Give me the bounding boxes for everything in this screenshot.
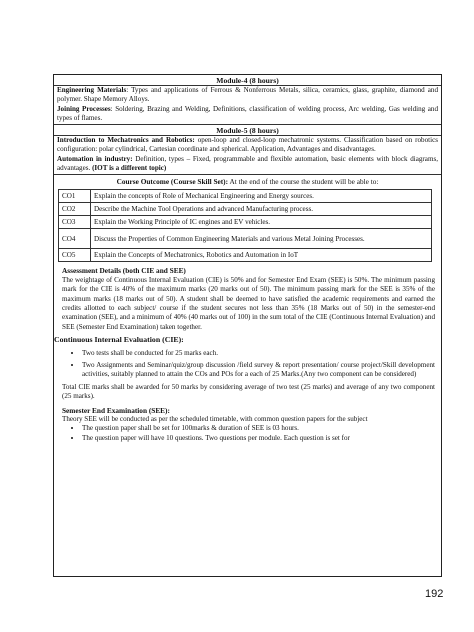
co-code: CO3	[59, 216, 91, 229]
module4-heading: Module-4 (8 hours)	[54, 75, 441, 86]
co-code: CO2	[59, 203, 91, 216]
page-number: 192	[425, 588, 444, 600]
co-text: Explain the Concepts of Mechatronics, Robotics and Automation in IoT	[91, 249, 432, 262]
co-text: Explain the concepts of Role of Mechanical Engineering and Energy sources.	[91, 190, 432, 203]
table-row	[59, 203, 432, 216]
cie-list	[62, 349, 435, 380]
assessment-paragraph: The weightage of Continuous Internal Evaluation (CIE) is 50% and for Semester End Exam (SEE) is 50%. The minimum passing mark for the CIE is 40% of the maximum marks (20 marks out of 50). The minimum passing mark for the SEE is 35% of the maximum marks (18 marks out of 50). A student shall be deemed to have satisfied the academic requirements and earned the credits allotted to each subject/ course if the student secures not less than 35% (18 Marks out of 50) in the semester-end examination (SEE), and a minimum of 40% (40 marks out of 100) in the sum total of the CIE (Continuous Internal Evaluation) and SEE (Semester End Examination) taken together.	[62, 275, 435, 331]
co-text: Explain the Working Principle of IC engines and EV vehicles.	[91, 216, 432, 229]
automation-label: Automation in industry:	[57, 154, 133, 163]
course-outcome-heading-rest: At the end of the course the student will be able to:	[228, 177, 379, 187]
co-code: CO5	[59, 249, 91, 262]
joining-text: : Soldering, Brazing and Welding, Definitions, classification of welding process, Arc welding, Gas welding and types of flames.	[57, 104, 438, 122]
course-outcome-heading	[54, 175, 441, 189]
see-list	[62, 424, 435, 443]
joining-label: Joining Processes	[57, 104, 111, 113]
co-text: Discuss the Properties of Common Engineering Materials and various Metal Joining Processes.	[91, 229, 432, 249]
list-item: • Two tests shall be conducted for 25 marks each.	[82, 349, 435, 358]
table-row	[59, 190, 432, 203]
cie-title: Continuous Internal Evaluation (CIE):	[54, 335, 184, 345]
automation-text: Definition, types – Fixed, programmable and flexible automation, basic elements with block diagrams, advantages.	[57, 154, 438, 173]
co-code: CO4	[59, 229, 91, 249]
co-text: Describe the Machine Tool Operations and advanced Manufacturing process.	[91, 203, 432, 216]
module5-heading: Module-5 (8 hours)	[54, 125, 441, 136]
module5-content	[54, 136, 441, 175]
cie-total-text: Total CIE marks shall be awarded for 50 marks by considering average of two test (25 marks) and average of any two component (25 marks).	[62, 382, 435, 401]
table-row	[59, 249, 432, 262]
mechatronics-text: open-loop and closed-loop mechatronic systems. Classification based on robotics configuration: polar cylindrical, Cartesian coordinate and spherical. Application, Advantages and disadvantages.	[57, 136, 439, 154]
assessment-title: Assessment Details (both CIE and SEE)	[62, 266, 186, 276]
mechatronics-label: Introduction to Mechatronics and Robotics:	[57, 136, 195, 145]
table-row	[59, 229, 432, 249]
automation-note: (IOT is a different topic)	[92, 164, 167, 173]
course-outcome-table	[58, 189, 432, 262]
module4-content	[54, 86, 441, 125]
list-item: • The question paper shall be set for 100marks & duration of SEE is 03 hours.	[82, 424, 435, 433]
list-item: • The question paper will have 10 questions. Two questions per module. Each question is set for	[82, 434, 435, 443]
materials-label: Engineering Materials	[57, 86, 127, 94]
course-outcome-heading-bold: Course Outcome (Course Skill Set):	[116, 177, 229, 187]
table-row	[59, 216, 432, 229]
co-code: CO1	[59, 190, 91, 203]
see-intro: Theory SEE will be conducted as per the scheduled timetable, with common question papers for the subject	[62, 415, 368, 424]
syllabus-page-frame	[53, 74, 442, 577]
list-item: • Two Assignments and Seminar/quiz/group discussion /field survey & report presentation/ course project/Skill development activities, suitably planned to attain the COs and POs for a each of 25 Marks.(Any two component can be considered)	[82, 361, 435, 380]
assessment-section	[54, 262, 441, 443]
materials-text: : Types and applications of Ferrous & Nonferrous Metals, silica, ceramics, glass, graphite, diamond and polymer. Shape Memory Alloys.	[57, 86, 438, 104]
see-title: Semester End Examination (SEE):	[62, 405, 170, 415]
